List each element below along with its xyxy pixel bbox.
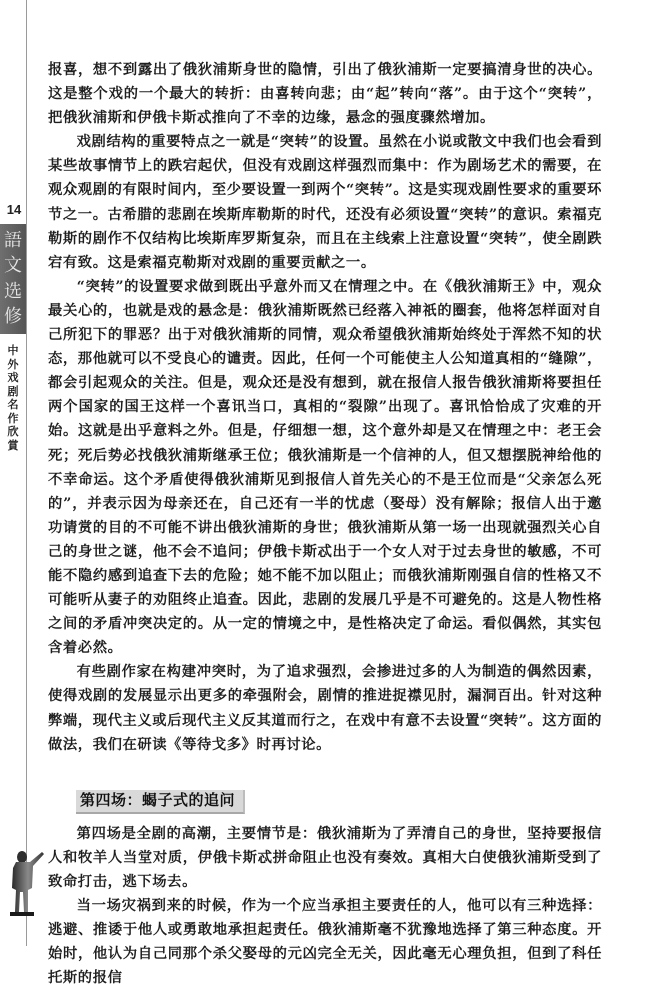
book-title-char: 剧 bbox=[7, 384, 19, 398]
paragraph: 当一场灾祸到来的时候，作为一个应当承担主要责任的人，他可以有三种选择：逃避、推诿于他人或勇敢地承担起责任。俄狄浦斯毫不犹豫地选择了第三种态度。开始时，他认为自己同那个杀父娶母的元凶完全无关，因此毫无心理负担，但到了科任托斯的报信 bbox=[48, 898, 602, 987]
book-title-char: 賞 bbox=[7, 438, 19, 452]
book-title-char: 作 bbox=[7, 411, 19, 425]
statue-figurine-icon bbox=[6, 848, 46, 924]
page-number: 14 bbox=[6, 202, 22, 217]
section-spacer bbox=[48, 757, 602, 789]
series-title-band bbox=[0, 224, 26, 334]
series-title-char: 文 bbox=[4, 255, 22, 277]
margin-rule bbox=[26, 0, 27, 946]
book-title-char: 外 bbox=[7, 357, 19, 371]
body-text bbox=[48, 58, 602, 990]
section-heading: 第四场：蝎子式的追问 bbox=[76, 790, 245, 814]
series-title-char: 語 bbox=[4, 229, 22, 251]
book-title-char: 中 bbox=[7, 344, 19, 357]
paragraph: 有些剧作家在构建冲突时，为了追求强烈，会掺进过多的人为制造的偶然因素，使得戏剧的发展显示出更多的牵强附会，剧情的推进捉襟见肘，漏洞百出。针对这种弊端，现代主义或后现代主义反其道而行之，在戏中有意不去设置“突转”。这方面的做法，我们在研读《等待戈多》时再讨论。 bbox=[48, 664, 602, 753]
book-title-char: 欣 bbox=[7, 425, 19, 438]
paragraph: “突转”的设置要求做到既出乎意外而又在情理之中。在《俄狄浦斯王》中，观众最关心的，也就是戏的悬念是：俄狄浦斯既然已经落入神祇的圈套，他将怎样面对自己所犯下的罪恶？出于对俄狄浦斯的同情，观众希望俄狄浦斯始终处于浑然不知的状态，那他就可以不受良心的谴责。因此，任何一个可能使主人公知道真相的“缝隙”，都会引起观众的关注。但是，观众还是没有想到，就在报信人报告俄狄浦斯将要担任两个国家的国王这样一个喜讯当口，真相的“裂隙”出现了。喜讯恰恰成了灾难的开始。这就是出乎意料之外。但是，仔细想一想，这个意外却是又在情理之中：老王会死；死后势必找俄狄浦斯继承王位；俄狄浦斯是一个信神的人，但又想摆脱神给他的不幸命运。这个矛盾使得俄狄浦斯见到报信人首先关心的不是王位而是“父亲怎么死的”，并表示因为母亲还在，自己还有一半的忧虑（娶母）没有解除；报信人出于邀功请赏的目的不可能不讲出俄狄浦斯的身世；俄狄浦斯从第一场一出现就强烈关心自己的身世之谜，他不会不追问；伊俄卡斯忒出于一个女人对于过去身世的敏感，不可能不隐约感到追查下去的危险；她不能不加以阻止；而俄狄浦斯刚强自信的性格又不可能听从妻子的劝阻终止追查。因此，悲剧的发展几乎是不可避免的。这是人物性格之间的矛盾冲突决定的。从一定的情境之中，是性格决定了命运。看似偶然，其实包含着必然。 bbox=[48, 278, 602, 657]
series-title-char: 修 bbox=[4, 306, 22, 328]
series-title-char: 选 bbox=[4, 280, 22, 302]
paragraph: 第四场是全剧的高潮，主要情节是：俄狄浦斯为了弄清自己的身世，坚持要报信人和牧羊人当堂对质，伊俄卡斯忒拼命阻止也没有奏效。真相大白使俄狄浦斯受到了致命打击，逃下场去。 bbox=[48, 825, 602, 890]
book-title-char: 名 bbox=[7, 398, 19, 411]
paragraph: 戏剧结构的重要特点之一就是“突转”的设置。虽然在小说或散文中我们也会看到某些故事情节上的跌宕起伏，但没有戏剧这样强烈而集中：作为剧场艺术的需要，在观众观剧的有限时间内，至少要设置一到两个“突转”。这是实现戏剧性要求的重要环节之一。古希腊的悲剧在埃斯库勒斯的时代，还没有必须设置“突转”的意识。索福克勒斯的剧作不仅结构比埃斯库罗斯复杂，而且在主线索上注意设置“突转”，使全剧跌宕有致。这是索福克勒斯对戏剧的重要贡献之一。 bbox=[48, 134, 602, 271]
paragraph: 报喜，想不到露出了俄狄浦斯身世的隐情，引出了俄狄浦斯一定要搞清身世的决心。这是整个戏的一个最大的转折：由喜转向悲；由“起”转向“落”。由于这个“突转”，把俄狄浦斯和伊俄卡斯忒推向了不幸的边缘，悬念的强度骤然增加。 bbox=[48, 62, 602, 127]
book-title-vertical bbox=[4, 344, 22, 452]
book-title-char: 戏 bbox=[7, 371, 19, 384]
